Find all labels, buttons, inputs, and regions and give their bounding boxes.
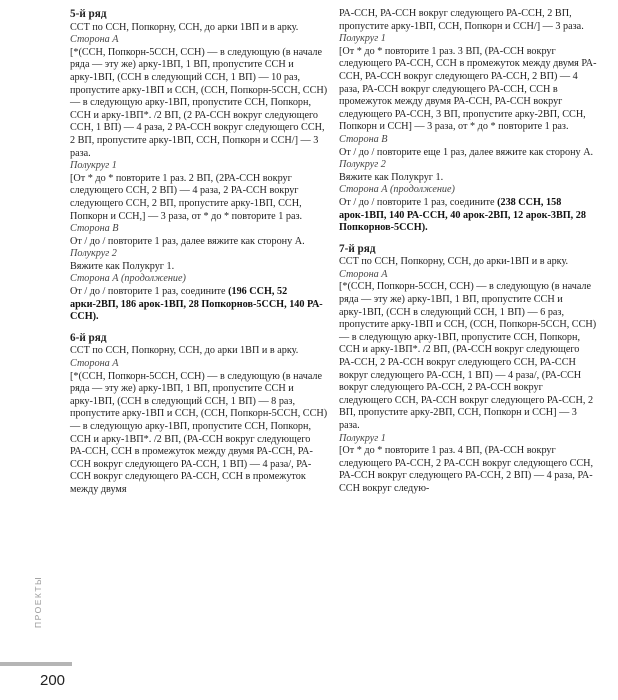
row-6-half-2-label: Полукруг 2 — [339, 159, 386, 171]
row-5-side-a-text: [*(ССН, Попкорн-5ССН, ССН) — в следующую (в начале ряда — эту же) арку-1ВП, 1 ВП, пропустите ССН и арку-1ВП, (ССН в следующий ССН, 1 ВП) — 10 раз, пропустите арку-1ВП и ССН, (ССН, Попкорн-5ССН, ССН) — в следующую арку-1ВП, пропустите ССН, Попкорн, ССН и арку-1ВП*. /2 ВП, (2 РА-ССН вокруг следующего ССН, 1 ВП) — 4 раза, 2 РА-ССН вокруг следующего ССН, 2 ВП, пропустите арку-1ВП, ССН, Попкорн и ССН/] — 3 раза. — [70, 46, 328, 159]
row-5-intro: ССТ по ССН, Попкорну, ССН, до арки 1ВП и в арку. — [70, 21, 299, 33]
row-6-heading: 6-й ряд — [70, 331, 107, 344]
row-5-half-2-label: Полукруг 2 — [70, 248, 117, 260]
footer-rule — [0, 662, 72, 666]
row-6-side-b-text: От / до / повторите еще 1 раз, далее вяжите как сторону А. — [339, 146, 594, 158]
row-5-join-text: От / до / повторите 1 раз, соедините — [70, 286, 226, 298]
row-5-half-2-text: Вяжите как Полукруг 1. — [70, 260, 175, 272]
row-7-side-a-text: [*(ССН, Попкорн-5ССН, ССН) — в следующую (в начале ряда — эту же) арку-1ВП, 1 ВП, пропустите ССН и арку-1ВП, (ССН в следующий ССН, 1 ВП) — 6 раз, пропустите арку-1ВП и ССН, (ССН, Попкорн-5ССН, ССН) — в следующую арку-1ВП, пропустите ССН, Попкорн, ССН и арку-1ВП*. /2 ВП, (РА-ССН вокруг следующего РА-ССН, 2 РА-ССН вокруг следующего ССН, РА-ССН вокруг следующего РА-ССН, 1 ВП) — 4 раза/, (РА-ССН вокруг следующего РА-ССН, 2 РА-ССН вокруг следующего ССН, РА-ССН вокруг следующего РА-ССН, 2 ВП, пропустите арку-2ВП, ССН, Попкорн и ССН] — 3 раза. — [339, 281, 597, 431]
row-6-side-a-cont-label: Сторона А (продолжение) — [339, 184, 455, 196]
row-6-side-a-label: Сторона А — [70, 358, 119, 370]
left-column — [70, 8, 328, 497]
section-label: ПРОЕКТЫ — [33, 575, 43, 628]
row-7-heading: 7-й ряд — [339, 242, 376, 255]
row-5-heading: 5-й ряд — [70, 8, 107, 20]
row-5-side-b-label: Сторона В — [70, 223, 119, 235]
row-6-half-2-text: Вяжите как Полукруг 1. — [339, 171, 444, 183]
row-5-half-1-label: Полукруг 1 — [70, 160, 117, 172]
row-5-half-1-text: [От * до * повторите 1 раз. 2 ВП, (2РА-ССН вокруг следующего ССН, 2 ВП) — 4 раза, 2 РА-ССН вокруг следующего ССН, 2 ВП, пропустите арку-1ВП, ССН, Попкорн и ССН,] — 3 раза, от * до * повторите 1 раз. — [70, 172, 303, 222]
row-5-side-b-text: От / до / повторите 1 раз, далее вяжите как сторону А. — [70, 235, 305, 247]
row-6-final-paragraph — [339, 197, 597, 235]
row-6-stitch-count: (238 ССН, 158 арок-1ВП, 140 РА-ССН, 40 арок-2ВП, 12 арок-3ВП, 28 Попкорнов-5ССН). — [339, 196, 586, 234]
row-6-intro: ССТ по ССН, Попкорну, ССН, до арки 1ВП и в арку. — [70, 345, 299, 357]
page-number: 200 — [40, 672, 66, 689]
row-6-half-1-text: [От * до * повторите 1 раз. 3 ВП, (РА-ССН вокруг следующего РА-ССН, ССН в промежуток между двумя РА-ССН, РА-ССН вокруг следующего РА-ССН, 2 ВП) — 4 раза, РА-ССН вокруг следующего РА-ССН, ССН в промежуток между двумя РА-ССН, РА-ССН вокруг следующего РА-ССН, 3 ВП, пропустите арку-2ВП, ССН, Попкорн и ССН] — 3 раза, от * до * повторите 1 раз. — [339, 45, 597, 133]
row-5-stitch-count: (196 ССН, 52 арки-2ВП, 186 арок-1ВП, 28 Попкорнов-5ССН, 140 РА-ССН). — [70, 286, 323, 323]
row-6-side-b-label: Сторона В — [339, 133, 388, 145]
row-5-side-a-cont-label: Сторона А (продолжение) — [70, 273, 186, 285]
row-6-side-a-text: [*(ССН, Попкорн-5ССН, ССН) — в следующую (в начале ряда — эту же) арку-1ВП, 1 ВП, пропустите ССН и арку-1ВП, (ССН в следующий ССН, 1 ВП) — 8 раз, пропустите арку-1ВП и ССН, (ССН, Попкорн-5ССН, ССН) — в следующую арку-1ВП, пропустите ССН, Попкорн, ССН и арку-1ВП*. /2 ВП, (РА-ССН вокруг следующего РА-ССН, ССН в промежуток между двумя РА-ССН, РА-ССН вокруг следующего РА-ССН, 1 ВП) — 4 раза/, РА-ССН вокруг следующего РА-ССН, ССН в промежуток между двумя — [70, 370, 328, 495]
row-7-intro: ССТ по ССН, Попкорну, ССН, до арки-1ВП и в арку. — [339, 256, 569, 268]
row-7-half-1-label: Полукруг 1 — [339, 432, 386, 444]
row-6-half-1-label: Полукруг 1 — [339, 33, 386, 45]
row-7-side-a-label: Сторона А — [339, 268, 388, 280]
right-column — [339, 8, 597, 496]
row-6-side-a-cont-text: РА-ССН, РА-ССН вокруг следующего РА-ССН, 2 ВП, пропустите арку-1ВП, ССН, Попкорн и ССН/] — 3 раза. — [339, 8, 584, 32]
row-7-half-1-text: [От * до * повторите 1 раз. 4 ВП, (РА-ССН вокруг следующего РА-ССН, 2 РА-ССН вокруг следующего ССН, РА-ССН вокруг следующего РА-ССН, 2 ВП) — 4 раза, РА-ССН вокруг следую- — [339, 445, 594, 494]
row-5-final-paragraph — [70, 286, 328, 324]
row-6-join-text: От / до / повторите 1 раз, соедините — [339, 196, 495, 208]
row-5-side-a-label: Сторона А — [70, 34, 119, 46]
